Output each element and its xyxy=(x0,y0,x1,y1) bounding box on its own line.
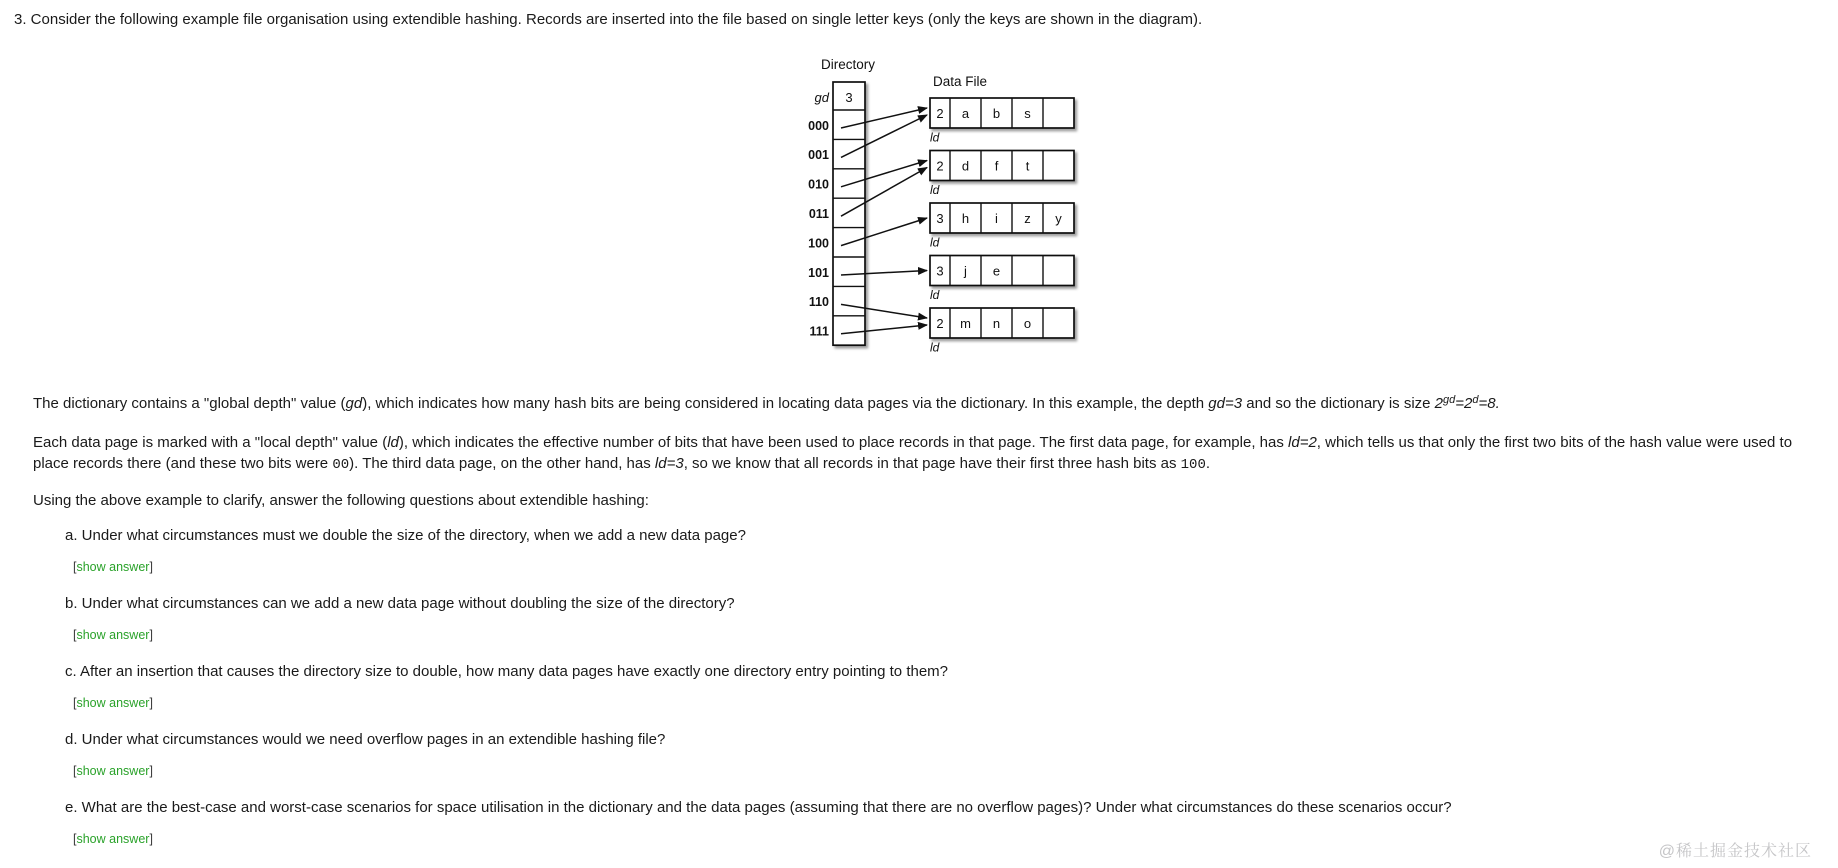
text-segment: The dictionary contains a "global depth" value ( xyxy=(33,395,346,412)
text-segment: 00 xyxy=(332,457,350,473)
text-segment: . xyxy=(1205,455,1211,472)
questions-intro-paragraph xyxy=(33,490,1803,511)
directory-title: Directory xyxy=(820,57,876,72)
text-segment: gd=3 xyxy=(1208,395,1243,412)
page-key: m xyxy=(960,316,971,331)
bracket-open-text: [ xyxy=(73,560,77,574)
question-block xyxy=(33,729,1803,779)
show-answer-label: show answer xyxy=(76,696,150,710)
question-text xyxy=(65,661,1803,682)
show-answer-row xyxy=(73,695,1803,711)
ld-label: ld xyxy=(930,130,940,145)
page-key: f xyxy=(994,158,999,174)
page-key: s xyxy=(1024,106,1031,121)
page-key: a xyxy=(961,106,970,121)
question-statement: 3. Consider the following example file organisation using extendible hashing. Records are inserted into the file based on single letter keys (only the keys are shown in the diagram). xyxy=(14,11,1203,28)
page-ld-value: 2 xyxy=(936,158,944,174)
data-page-box xyxy=(930,308,1074,338)
ld-label: ld xyxy=(930,340,940,355)
ld-label: ld xyxy=(930,183,940,197)
question-body: Under what circumstances would we need overflow pages in an extendible hashing file? xyxy=(77,731,666,748)
page-key: y xyxy=(1055,211,1062,226)
data-page-box xyxy=(930,98,1074,128)
local-depth-paragraph xyxy=(33,432,1803,476)
question-letter: a. xyxy=(65,527,78,544)
page-key: i xyxy=(995,211,998,226)
question-block xyxy=(33,661,1803,711)
bracket-close-text: ] xyxy=(149,696,153,710)
page-ld-value: 2 xyxy=(936,106,944,121)
gd-value: 3 xyxy=(845,90,853,105)
page-key: e xyxy=(992,263,1001,279)
data-page-box xyxy=(930,203,1074,233)
gd-label: gd xyxy=(814,90,829,105)
text-segment: , which tells us that only the first two bits of the hash value were used to place records there (and these two bits were xyxy=(33,434,1793,472)
page-ld-value: 2 xyxy=(936,316,944,331)
data-page-box xyxy=(930,256,1074,286)
show-answer-link[interactable] xyxy=(73,560,153,574)
hashing-diagram-svg xyxy=(790,45,1130,367)
text-segment: ), which indicates the effective number of bits that have been used to place records in that page. The first data page, for example, has xyxy=(398,434,1289,451)
page-key: j xyxy=(964,263,967,279)
text-segment: d xyxy=(1472,393,1479,406)
directory-entry-label: 111 xyxy=(809,324,829,339)
bracket-open-text: [ xyxy=(73,764,77,778)
page-key: o xyxy=(1023,316,1032,331)
page-ld-value: 3 xyxy=(936,263,944,279)
question-letter: b. xyxy=(65,595,78,612)
text-segment: , so we know that all records in that page have their first three hash bits as xyxy=(683,455,1181,472)
text-segment: ld xyxy=(387,434,399,451)
data-file-title: Data File xyxy=(933,74,988,89)
text-segment: ld=2 xyxy=(1288,434,1317,451)
question-body: What are the best-case and worst-case scenarios for space utilisation in the dictionary and the data pages (assuming that there are no overflow pages)? Under what circumstances do these scenarios occur? xyxy=(77,799,1452,816)
show-answer-label: show answer xyxy=(76,628,150,642)
watermark: @稀土掘金技术社区 xyxy=(1658,843,1812,860)
page-key: n xyxy=(992,316,1001,331)
question-text xyxy=(65,593,1803,614)
question-text xyxy=(65,797,1803,818)
body-text xyxy=(33,393,1803,865)
show-answer-row xyxy=(73,627,1803,643)
page-ld-value: 3 xyxy=(936,211,944,226)
bracket-open-text: [ xyxy=(73,696,77,710)
show-answer-link[interactable] xyxy=(73,628,153,642)
show-answer-label: show answer xyxy=(76,764,150,778)
bracket-open-text: [ xyxy=(73,832,77,846)
directory-entry-label: 001 xyxy=(808,148,829,163)
show-answer-row xyxy=(73,559,1803,575)
question-text xyxy=(65,729,1803,750)
bracket-close-text: ] xyxy=(149,628,153,642)
text-segment: =2 xyxy=(1455,395,1473,412)
text-segment: 100 xyxy=(1180,457,1206,473)
text-segment: 2 xyxy=(1434,395,1444,412)
directory-entry-label: 100 xyxy=(808,236,829,251)
directory-entry-label: 110 xyxy=(808,295,829,310)
page-key: t xyxy=(1025,158,1030,174)
directory-entry-label: 000 xyxy=(808,118,829,133)
question-letter: c. xyxy=(65,663,77,680)
show-answer-link[interactable] xyxy=(73,764,153,778)
page-key: h xyxy=(961,211,970,226)
directory-entry-label: 010 xyxy=(808,177,829,192)
bracket-close-text: ] xyxy=(149,560,153,574)
question-block xyxy=(33,797,1803,847)
question-letter: d. xyxy=(65,731,78,748)
text-segment: gd xyxy=(1443,393,1456,406)
text-segment: Each data page is marked with a "local depth" value ( xyxy=(33,434,388,451)
show-answer-label: show answer xyxy=(76,560,150,574)
bracket-open-text: [ xyxy=(73,628,77,642)
questions-list xyxy=(33,525,1803,847)
text-segment: ). The third data page, on the other hand, has xyxy=(349,455,655,472)
bracket-close-text: ] xyxy=(149,832,153,846)
page-key: d xyxy=(961,158,970,174)
text-segment: and so the dictionary is size xyxy=(1242,395,1435,412)
question-body: After an insertion that causes the directory size to double, how many data pages have exactly one directory entry pointing to them? xyxy=(76,663,949,680)
global-depth-paragraph xyxy=(33,393,1803,416)
text-segment: ld=3 xyxy=(654,455,684,472)
text-segment: =8. xyxy=(1478,395,1500,412)
question-text xyxy=(65,525,1803,546)
question-letter: e. xyxy=(65,799,78,816)
show-answer-link[interactable] xyxy=(73,696,153,710)
show-answer-row xyxy=(73,763,1803,779)
show-answer-link[interactable] xyxy=(73,832,153,846)
ld-label: ld xyxy=(930,235,940,250)
text-segment: gd xyxy=(345,395,363,412)
question-body: Under what circumstances must we double the size of the directory, when we add a new data page? xyxy=(77,527,746,544)
data-page-box xyxy=(930,151,1074,181)
page-key: z xyxy=(1024,211,1031,226)
question-body: Under what circumstances can we add a new data page without doubling the size of the directory? xyxy=(77,595,735,612)
question-block xyxy=(33,525,1803,575)
ld-label: ld xyxy=(930,288,940,302)
directory-entry-label: 011 xyxy=(808,207,829,221)
directory-entry-label: 101 xyxy=(808,265,829,280)
page-key: b xyxy=(992,106,1001,121)
text-segment: ), which indicates how many hash bits are being considered in locating data pages via the dictionary. In this example, the depth xyxy=(362,395,1209,412)
question-block xyxy=(33,593,1803,643)
text-segment: Using the above example to clarify, answer the following questions about extendible hashing: xyxy=(33,492,649,509)
show-answer-label: show answer xyxy=(76,832,150,846)
show-answer-row xyxy=(73,831,1803,847)
bracket-close-text: ] xyxy=(149,764,153,778)
